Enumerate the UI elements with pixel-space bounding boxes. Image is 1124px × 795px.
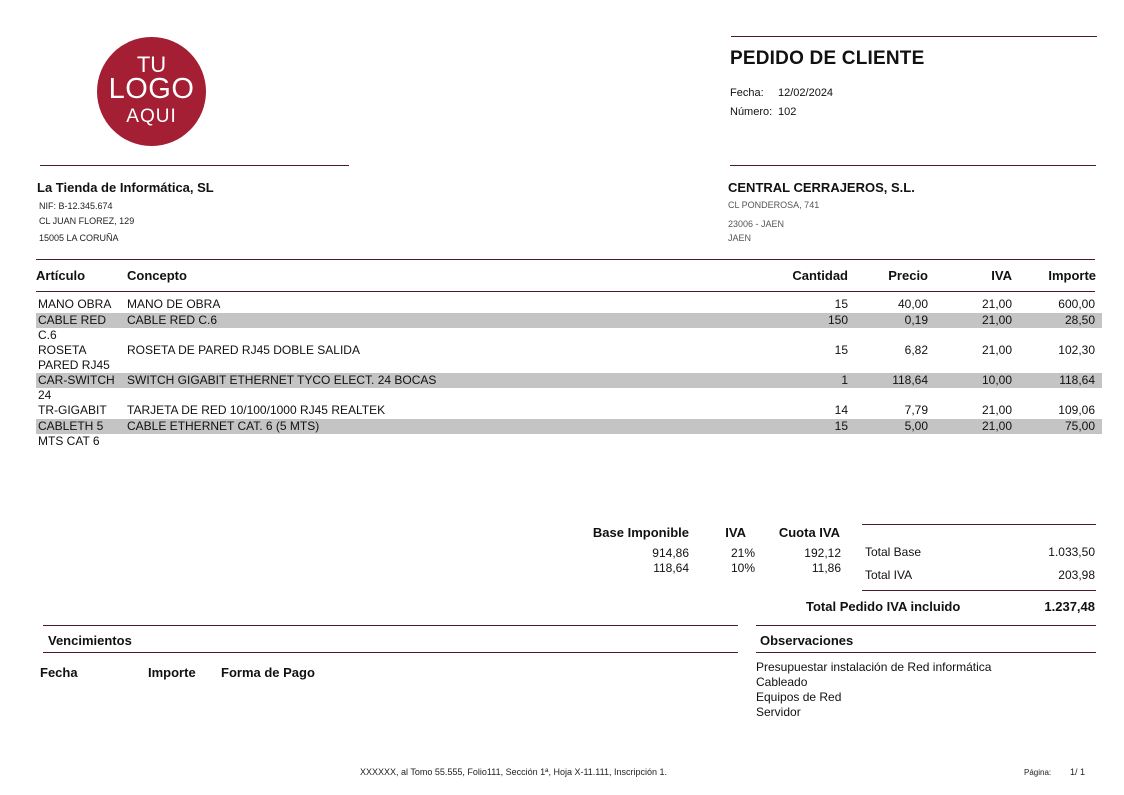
table-row [36,403,1102,418]
total-iva-label: Total IVA [865,568,913,582]
cell-iva: 10,00 [981,373,1012,387]
observaciones-line: Servidor [756,705,801,719]
cell-concepto: MANO DE OBRA [127,297,221,311]
tax-base-2: 118,64 [653,561,689,575]
cell-articulo: CABLE RED C.6 [38,313,107,342]
fecha-value: 12/02/2024 [778,87,834,99]
client-city: 23006 - JAEN [728,219,785,229]
cell-importe: 600,00 [1058,297,1095,311]
cell-precio: 6,82 [904,343,928,357]
cell-precio: 118,64 [892,373,928,387]
logo-line-3: AQUI [126,106,177,127]
header-iva: IVA [991,268,1012,283]
client-name: CENTRAL CERRAJEROS, S.L. [728,180,915,195]
header-importe: Importe [1048,268,1096,283]
cell-articulo: CABLETH 5 MTS CAT 6 [38,419,104,448]
table-header-rule [36,291,1095,292]
cell-concepto: CABLE RED C.6 [127,313,218,327]
total-base-label: Total Base [865,545,922,559]
emitter-nif: NIF: B-12.345.674 [39,201,113,211]
totals-top-rule [862,524,1096,525]
cell-importe: 109,06 [1058,403,1095,417]
table-row [36,373,1102,402]
cell-importe: 102,30 [1058,343,1095,357]
totals-bottom-rule [862,590,1096,591]
observaciones-title: Observaciones [760,633,854,648]
vencimientos-bottom-rule [43,652,738,653]
total-base-value: 1.033,50 [1048,545,1095,559]
total-iva-value: 203,98 [1058,568,1095,582]
title-top-rule [731,36,1097,37]
cell-precio: 5,00 [904,419,928,433]
tax-base-1: 914,86 [652,546,689,560]
observaciones-line: Equipos de Red [756,690,842,704]
cell-iva: 21,00 [981,313,1012,327]
cell-cantidad: 14 [834,403,848,417]
total-pedido-value: 1.237,48 [1044,599,1095,614]
cell-iva: 21,00 [981,419,1012,433]
header-cantidad: Cantidad [792,268,848,283]
header-precio: Precio [888,268,928,283]
cell-iva: 21,00 [981,403,1012,417]
cell-precio: 40,00 [897,297,928,311]
cell-articulo: TR-GIGABIT [38,403,107,417]
logo-line-2: LOGO [108,73,195,105]
observaciones-line: Presupuestar instalación de Red informática [756,660,992,674]
cell-concepto: TARJETA DE RED 10/100/1000 RJ45 REALTEK [127,403,386,417]
total-pedido-label: Total Pedido IVA incluido [806,599,961,614]
tax-cuota-2: 11,86 [811,561,841,575]
cell-articulo: ROSETA PARED RJ45 [38,343,110,372]
footer-page-label: Página: [1024,768,1052,777]
table-top-rule [36,259,1095,260]
company-logo [97,37,206,146]
cell-articulo: CAR-SWITCH 24 [38,373,115,402]
vencimientos-title: Vencimientos [48,633,132,648]
vencimientos-header-forma: Forma de Pago [221,665,315,680]
cell-precio: 0,19 [904,313,928,327]
logo-line-1: TU [136,52,167,77]
cell-iva: 21,00 [981,343,1012,357]
table-row [36,313,1102,342]
tax-iva-2: 10% [730,561,755,575]
cell-cantidad: 15 [834,343,848,357]
fecha-label: Fecha: [730,87,764,99]
numero-label: Número: [730,106,773,118]
emitter-name: La Tienda de Informática, SL [37,180,214,195]
table-row [36,343,1102,372]
emitter-address: CL JUAN FLOREZ, 129 [39,216,135,226]
tax-header-iva: IVA [725,525,746,540]
cell-precio: 7,79 [904,403,928,417]
cell-cantidad: 150 [827,313,848,327]
cell-cantidad: 15 [834,419,848,433]
document-title: PEDIDO DE CLIENTE [730,48,925,69]
footer-page-value: 1/ 1 [1070,767,1086,777]
tax-cuota-1: 192,12 [804,546,841,560]
vencimientos-header-fecha: Fecha [40,665,78,680]
footer-registry: XXXXXX, al Tomo 55.555, Folio111, Sección 1ª, Hoja X-11.111, Inscripción 1. [360,767,668,777]
observaciones-line: Cableado [756,675,808,689]
observaciones-bottom-rule [756,652,1096,653]
numero-value: 102 [778,106,797,118]
cell-concepto: CABLE ETHERNET CAT. 6 (5 MTS) [127,419,320,433]
cell-cantidad: 15 [834,297,848,311]
table-row [36,297,1102,312]
tax-header-cuota: Cuota IVA [778,525,840,540]
cell-importe: 75,00 [1064,419,1095,433]
cell-cantidad: 1 [841,373,848,387]
table-row [36,419,1102,448]
vencimientos-top-rule [43,625,738,626]
emitter-rule [40,165,349,166]
client-rule [730,165,1096,166]
header-concepto: Concepto [127,268,187,283]
cell-iva: 21,00 [981,297,1012,311]
cell-concepto: SWITCH GIGABIT ETHERNET TYCO ELECT. 24 BOCAS [127,373,437,387]
header-articulo: Artículo [36,268,86,283]
client-address: CL PONDEROSA, 741 [728,200,820,210]
tax-iva-1: 21% [730,546,755,560]
cell-importe: 118,64 [1059,373,1095,387]
cell-concepto: ROSETA DE PARED RJ45 DOBLE SALIDA [127,343,360,357]
client-province: JAEN [728,233,752,243]
cell-articulo: MANO OBRA [38,297,112,311]
cell-importe: 28,50 [1064,313,1095,327]
emitter-city: 15005 LA CORUÑA [39,233,119,243]
tax-header-base: Base Imponible [592,525,689,540]
vencimientos-header-importe: Importe [148,665,196,680]
observaciones-top-rule [756,625,1096,626]
